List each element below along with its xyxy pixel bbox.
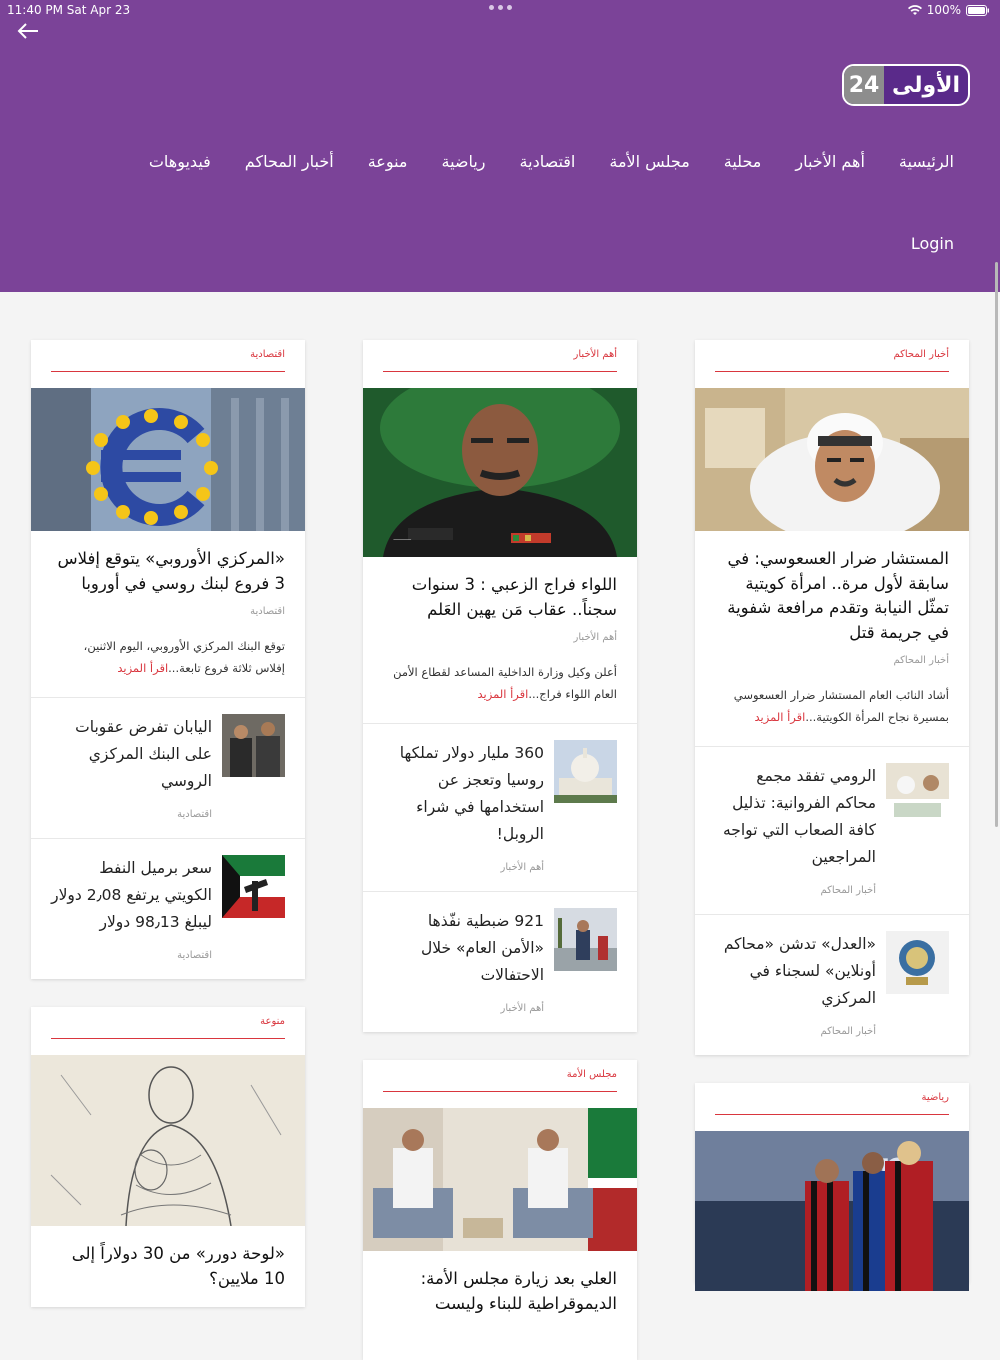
list-item-category: أخبار المحاكم [820,885,876,896]
article-image[interactable] [363,1108,637,1251]
article-image[interactable] [695,1131,969,1291]
excerpt-text: أعلن وكيل وزارة الداخلية المساعد لقطاع الأمن العام اللواء فراج... [393,665,617,701]
article-title[interactable]: اللواء فراج الزعبي : 3 سنوات سجناً.. عقاب مَن يهين العَلم [411,575,617,619]
list-item-category: اقتصادية [177,950,212,961]
section-label[interactable]: رياضية [715,1083,949,1115]
thumbnail [222,855,285,918]
read-more-link[interactable]: اقرأ المزيد [754,710,806,724]
thumbnail [222,714,285,777]
article-card [31,340,305,979]
section-label[interactable]: منوعة [51,1007,285,1039]
list-item-title[interactable]: «العدل» تدشن «محاكم أونلاين» لسجناء في المركزي [723,935,876,1007]
back-arrow-icon[interactable] [16,20,40,46]
list-item-category: أخبار المحاكم [820,1026,876,1037]
thumbnail [554,740,617,803]
column-economy [31,340,305,1307]
article-category: أهم الأخبار [573,632,617,643]
article-category: اقتصادية [250,606,285,617]
list-item-category: أهم الأخبار [500,1003,544,1014]
section-label[interactable]: مجلس الأمة [383,1060,617,1092]
status-right [908,3,990,17]
list-item-title[interactable]: 921 ضبطية نفّذها «الأمن العام» خلال الاحتفالات [421,912,544,984]
excerpt-text: توقع البنك المركزي الأوروبي، اليوم الاثنين، إفلاس ثلاثة فروع تابعة... [83,639,285,675]
site-header [0,0,1000,292]
nav-item-courts[interactable]: أخبار المحاكم [244,152,334,171]
status-time: 11:40 PM Sat Apr 23 [7,3,131,17]
nav-item-home[interactable]: الرئيسية [898,152,954,171]
section-label[interactable]: أهم الأخبار [383,340,617,372]
list-item[interactable] [695,746,969,914]
list-item-category: اقتصادية [177,809,212,820]
battery-icon [966,5,990,16]
site-logo[interactable] [842,64,970,106]
article-image[interactable] [31,1055,305,1226]
list-item[interactable] [31,838,305,979]
article-card [695,1083,969,1283]
article-category: أخبار المحاكم [893,655,949,666]
read-more-link[interactable]: اقرأ المزيد [477,687,529,701]
excerpt-text: أشاد النائب العام المستشار ضرار العسعوسي بمسيرة نجاح المرأة الكويتية... [733,688,949,724]
nav-item-top-news[interactable]: أهم الأخبار [795,152,865,171]
article-image[interactable] [695,388,969,531]
list-item[interactable] [695,914,969,1055]
nav-item-economy[interactable]: اقتصادية [519,152,576,171]
list-item-title[interactable]: سعر برميل النفط الكويتي يرتفع 2٫08 دولار ليبلغ 98٫13 دولار [51,859,212,931]
list-item-title[interactable]: اليابان تفرض عقوبات على البنك المركزي الروسي [75,718,212,790]
section-label[interactable]: اقتصادية [51,340,285,372]
nav-item-misc[interactable]: منوعة [367,152,408,171]
wifi-icon [908,5,922,16]
main-nav [149,152,954,171]
article-card [363,340,637,1032]
thumbnail [554,908,617,971]
list-item-title[interactable]: 360 مليار دولار تملكها روسيا وتعجز عن استخدامها في شراء الروبل! [399,744,544,843]
article-excerpt [31,617,305,697]
column-top-news [363,340,637,1360]
battery-percent: 100% [926,3,961,17]
logo-text: الأولى [891,72,961,98]
list-item[interactable] [363,723,637,891]
article-excerpt [363,643,637,723]
article-title[interactable]: «المركزي الأوروبي» يتوقع إفلاس 3 فروع لبنك روسي في أوروبا [57,549,285,593]
section-label[interactable]: أخبار المحاكم [715,340,949,372]
article-card [31,1007,305,1307]
logo-number: 24 [844,66,884,104]
article-image[interactable] [363,388,637,557]
nav-item-parliament[interactable]: مجلس الأمة [609,152,690,171]
thumbnail [886,931,949,994]
read-more-link[interactable]: اقرأ المزيد [117,661,169,675]
svg-text:_____: _____ [393,532,411,540]
article-title[interactable]: «لوحة دورر» من 30 دولاراً إلى 10 ملايين؟ [71,1244,285,1288]
article-excerpt [695,666,969,746]
scrollbar[interactable] [995,262,998,827]
list-item[interactable] [363,891,637,1032]
article-card [363,1060,637,1360]
list-item-category: أهم الأخبار [500,862,544,873]
article-image[interactable] [31,388,305,531]
login-link[interactable]: Login [910,234,954,253]
nav-item-sports[interactable]: رياضية [441,152,486,171]
article-title[interactable]: المستشار ضرار العسعوسي: في سابقة لأول مرة.. امرأة كويتية تمثّل النيابة وتقدم مرافعة شفوية في جريمة قتل [727,549,949,642]
list-item-title[interactable]: الرومي تفقد مجمع محاكم الفروانية: تذليل كافة الصعاب التي تواجه المراجعين [722,767,876,866]
list-item[interactable] [31,697,305,838]
column-courts [695,340,969,1283]
multitask-dots[interactable] [489,5,512,10]
thumbnail [886,763,949,826]
nav-item-local[interactable]: محلية [723,152,762,171]
nav-item-videos[interactable]: فيديوهات [148,152,211,171]
article-title[interactable]: العلي بعد زيارة مجلس الأمة: الديموقراطية للبناء وليست [420,1269,617,1313]
article-card [695,340,969,1055]
